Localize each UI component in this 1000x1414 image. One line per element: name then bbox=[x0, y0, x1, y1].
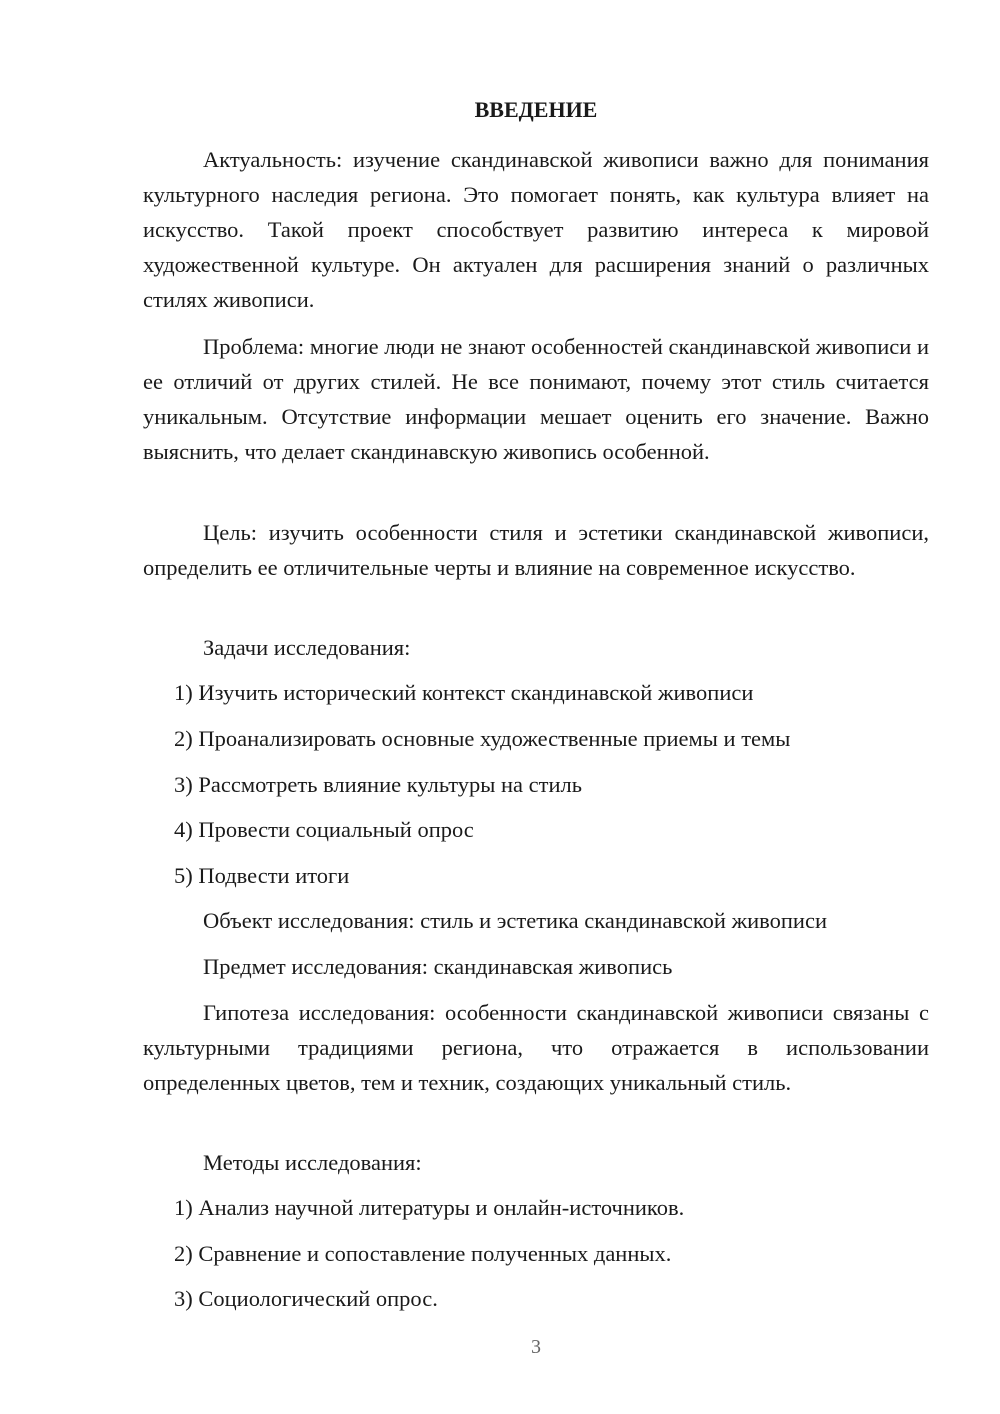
task-item: 5) Подвести итоги bbox=[174, 863, 350, 888]
research-object: Объект исследования: стиль и эстетика скандинавской живописи bbox=[203, 908, 828, 933]
problem-paragraph: Проблема: многие люди не знают особенностей скандинавской живописи и ее отличий от других стилей. Не все понимают, почему этот стиль считается уникальным. Отсутствие информации мешает оценить его значение. Важно выяснить, что делает скандинавскую живопись особенной. bbox=[143, 334, 929, 464]
hypothesis-paragraph: Гипотеза исследования: особенности скандинавской живописи связаны с культурными традициями региона, что отражается в использовании определенных цветов, тем и техник, создающих уникальный стиль. bbox=[143, 1000, 929, 1095]
page-title: ВВЕДЕНИЕ bbox=[474, 97, 598, 122]
goal-paragraph: Цель: изучить особенности стиля и эстетики скандинавской живописи, определить ее отличительные черты и влияние на современное искусство. bbox=[143, 520, 929, 580]
task-item: 2) Проанализировать основные художественные приемы и темы bbox=[174, 726, 791, 751]
research-subject: Предмет исследования: скандинавская живопись bbox=[203, 954, 673, 979]
task-item: 4) Провести социальный опрос bbox=[174, 817, 474, 842]
method-item: 2) Сравнение и сопоставление полученных данных. bbox=[174, 1241, 672, 1266]
task-item: 1) Изучить исторический контекст скандинавской живописи bbox=[174, 680, 754, 705]
methods-heading: Методы исследования: bbox=[203, 1150, 422, 1175]
relevance-paragraph: Актуальность: изучение скандинавской живописи важно для понимания культурного наследия региона. Это помогает понять, как культура влияет на искусство. Такой проект способствует развитию интереса к мировой художественной культуре. Он актуален для расширения знаний о различных стилях живописи. bbox=[143, 147, 929, 312]
method-item: 1) Анализ научной литературы и онлайн-источников. bbox=[174, 1195, 685, 1220]
tasks-heading: Задачи исследования: bbox=[203, 635, 411, 660]
task-item: 3) Рассмотреть влияние культуры на стиль bbox=[174, 772, 583, 797]
method-item: 3) Социологический опрос. bbox=[174, 1286, 438, 1311]
page-number: 3 bbox=[531, 1336, 541, 1358]
